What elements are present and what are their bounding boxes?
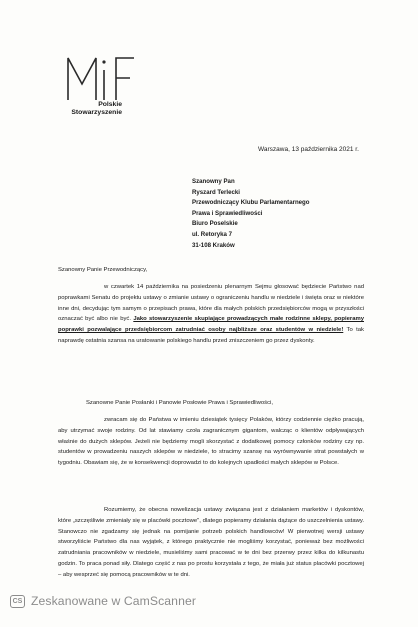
paragraph-1-highlight: Jako stowarzyszenie skupiające prowadzących małe rodzinne sklepy, popieramy poprawki pozwalające przedsiębiorcom zatrudniać osoby najbliższe oraz studentów w niedziele! [58, 316, 364, 334]
camscanner-icon: CS [10, 595, 25, 608]
watermark-text: Zeskanowane w CamScanner [31, 594, 196, 608]
logo-line-1: Polskie [98, 101, 122, 108]
paragraph-1-text: w czwartek 14 października na posiedzeniu plenarnym Sejmu głosować będziecie Państwo nad poprawkami Senatu do projektu ustawy o zmianie ustawy o ograniczeniu handlu w niedziele i święta oraz w niektóre inne dni, decydując tym samym o przepisach prawa, które dla małych polskich przedsiębiorców mogą w przyszłości oznaczać być albo nie być. [58, 284, 364, 323]
recipient-line-6: ul. Retoryka 7 [192, 230, 232, 238]
recipient-line-7: 31-108 Kraków [192, 241, 235, 249]
paragraph-1-tail: To tak naprawdę ostatnia szansa na uratowanie polskiego handlu przed zniszczeniem go przez dyskonty. [58, 327, 365, 344]
camscanner-watermark [10, 594, 196, 608]
recipient-line-4: Prawa i Sprawiedliwości [192, 209, 263, 217]
recipient-line-1: Szanowny Pan [192, 178, 235, 185]
logo-line-2: Stowarzyszenie [71, 109, 122, 116]
recipient-address [192, 177, 310, 251]
salutation-2: Szanowne Panie Posłanki i Panowie Posłowie Prawa i Sprawiedliwości, [86, 400, 273, 406]
greeting: Szanowny Panie Przewodniczący, [58, 267, 148, 273]
recipient-line-5: Biuro Poselskie [192, 220, 238, 228]
paragraph-3: Rozumiemy, że obecna nowelizacja ustawy związana jest z działaniem marketów i dyskontów, które „szczęśliwie zmieniały się w placówki pocztowe", dlatego popieramy działania dążące do uszczelnienia ustawy. Stanowczo nie zgadzamy się jednak na pomijanie potrzeb polskich handlowców! W pierwotnej wersji ustawy stworzyliście Państwo dla nas wyjątek, z którego praktycznie nie mogliśmy korzystać, ponieważ bez możliwości zatrudniania pracowników w niedziele, musieliśmy sami pracować w te dni bez przerwy przez kilka do kilkunastu godzin. To praca ponad siły. Dlatego część z nas po prostu korzystała z tego, że miała już status placówki pocztowej – aby wesprzeć się pomocą pracowników w te dni. [58, 507, 364, 578]
letter-date: Warszawa, 13 października 2021 r. [258, 146, 359, 153]
recipient-line-3: Przewodniczący Klubu Parlamentarnego [192, 199, 310, 207]
paragraph-1 [58, 282, 364, 347]
recipient-line-2: Ryszard Terlecki [192, 188, 240, 196]
mif-logo [64, 50, 154, 140]
paragraph-2: zwracam się do Państwa w imieniu dziesiątek tysięcy Polaków, którzy codziennie ciężko pracują, aby utrzymać swoje rodziny. Od lat stawiamy czoła zagranicznym gigantom, walcząc o klientów odpływających właśnie do dużych sklepów. Jeżeli nie będziemy mogli skorzystać z dodatkowej pomocy członków rodziny czy np. studentów w prowadzeniu naszych sklepów w niedziele, to stracimy szansę na wyrównywanie strat powstałych w tygodniu. Obawiam się, że w konsekwencji doprowadzi to do kolejnych upadłości małych sklepów w Polsce. [58, 417, 364, 467]
logo-caption [64, 101, 122, 117]
